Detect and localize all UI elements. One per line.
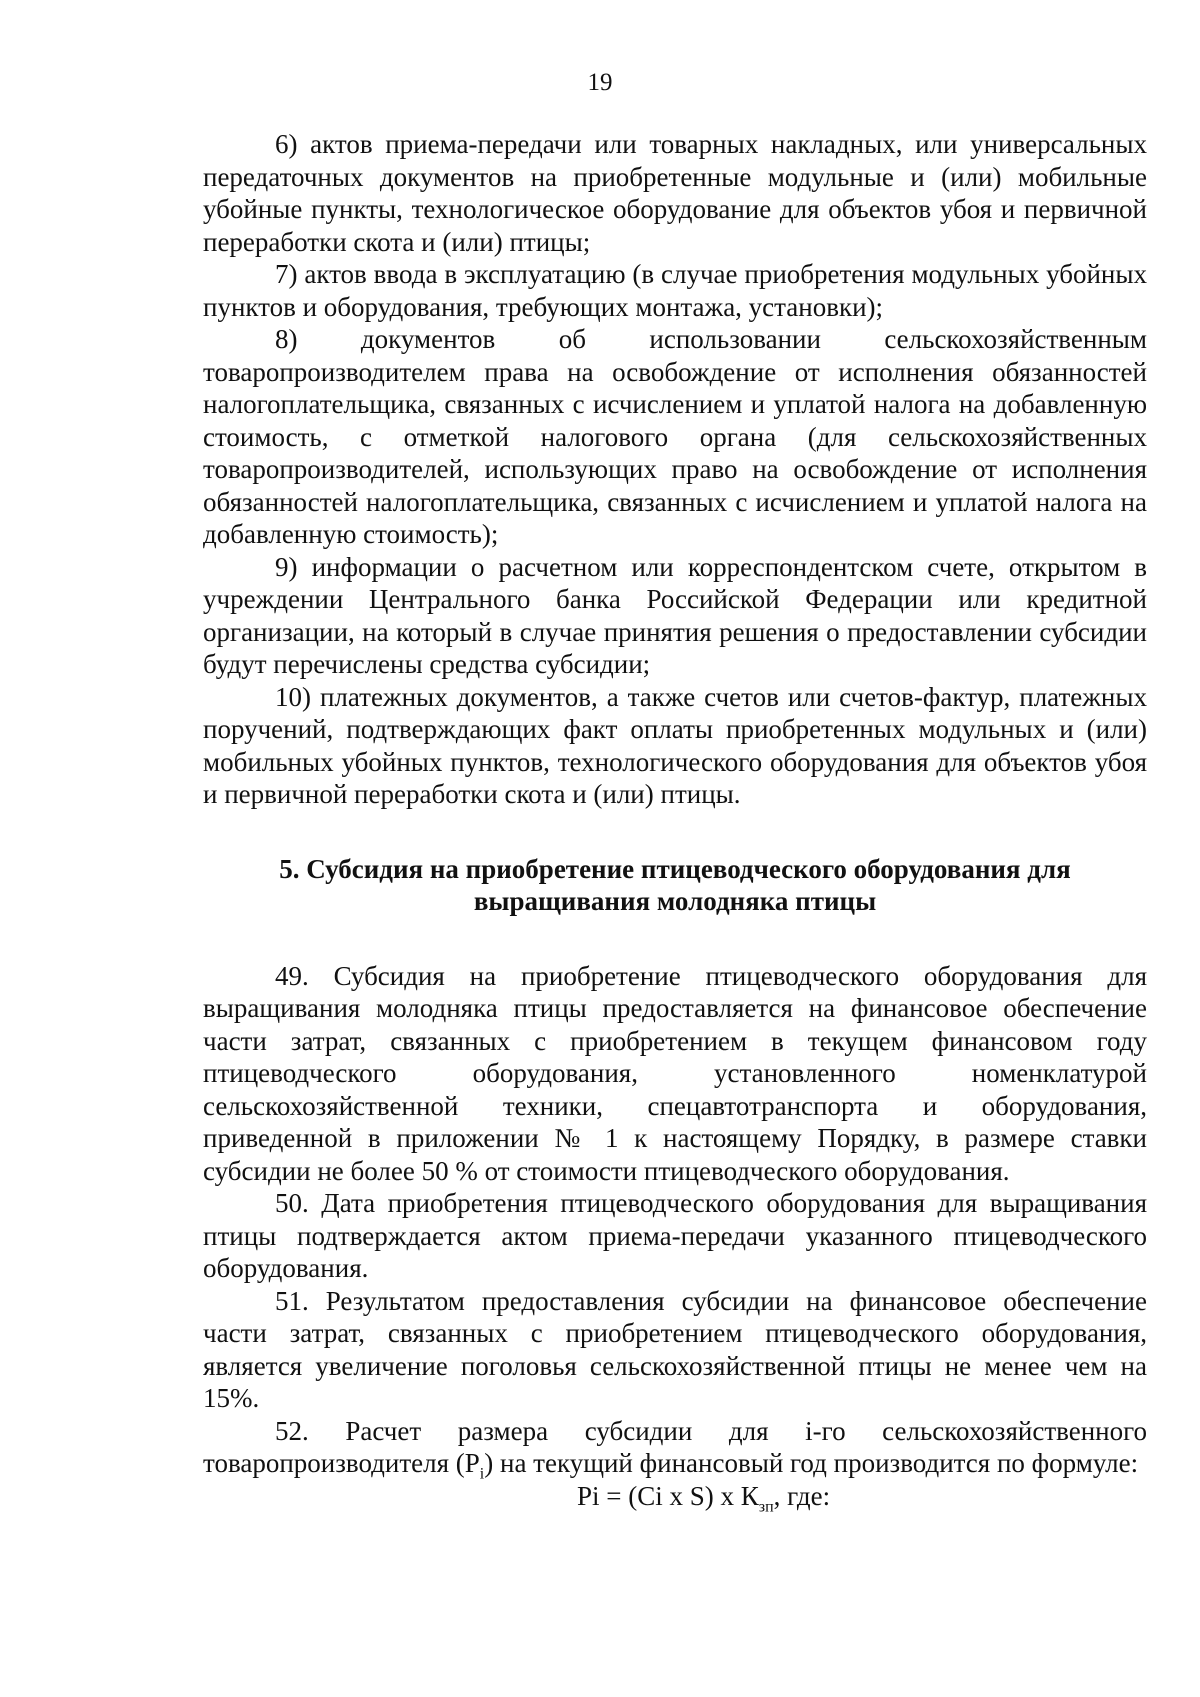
subsidy-formula [203, 1480, 1147, 1513]
formula-tail: , где: [773, 1480, 831, 1511]
paragraph-item-10: 10) платежных документов, а также счетов или счетов-фактур, платежных поручений, подтверждающих факт оплаты приобретенных модульных и (или) мобильных убойных пунктов, технологического оборудования для объектов убоя и первичной переработки скота и (или) птицы. [203, 681, 1147, 809]
paragraph-52 [203, 1415, 1147, 1483]
paragraph-49: 49. Субсидия на приобретение птицеводческого оборудования для выращивания молодняка птицы предоставляется на финансовое обеспечение части затрат, связанных с приобретением в текущем финансовом году птицеводческого оборудования, установленного номенклатурой сельскохозяйственной техники, спецавтотранспорта и оборудования, приведенной в приложении № 1 к настоящему Порядку, в размере ставки субсидии не более 50 % от стоимости птицеводческого оборудования. [203, 960, 1147, 1186]
paragraph-52-subscript: i [479, 1465, 485, 1483]
page-number: 19 [587, 69, 613, 96]
paragraph-50: 50. Дата приобретения птицеводческого оборудования для выращивания птицы подтверждается актом приема-передачи указанного птицеводческого оборудования. [203, 1188, 1147, 1283]
paragraph-51: 51. Результатом предоставления субсидии на финансовое обеспечение части затрат, связанных с приобретением птицеводческого оборудования, является увеличение поголовья сельскохозяйственной птицы не менее чем на 15%. [203, 1285, 1147, 1413]
formula-main: Pi = (Ci x S) x К [577, 1480, 759, 1511]
paragraph-item-8: 8) документов об использовании сельскохозяйственным товаропроизводителем права на освобождение от исполнения обязанностей налогоплательщика, связанных с исчислением и уплатой налога на добавленную стоимость, с отметкой налогового органа (для сельскохозяйственных товаропроизводителей, использующих право на освобождение от исполнения обязанностей налогоплательщика, связанных с исчислением и уплатой налога на добавленную стоимость); [203, 324, 1147, 549]
section-heading-line-2: выращивания молодняка птицы [473, 886, 877, 916]
paragraph-item-7: 7) актов ввода в эксплуатацию (в случае приобретения модульных убойных пунктов и оборудования, требующих монтажа, установки); [203, 259, 1147, 322]
paragraph-52-text-start: 52. Расчет размера субсидии для i-го сельскохозяйственного товаропроизводителя (P [203, 1415, 1147, 1478]
paragraph-item-6: 6) актов приема-передачи или товарных накладных, или универсальных передаточных документов на приобретенные модульные и (или) мобильные убойные пункты, технологическое оборудование для объектов убоя и первичной переработки скота и (или) птицы; [203, 129, 1147, 257]
formula-subscript: зп [758, 1497, 774, 1515]
paragraph-52-text-end: ) на текущий финансовый год производится по формуле: [484, 1448, 1139, 1478]
document-body [203, 128, 1147, 1515]
section-heading-line-1: 5. Субсидия на приобретение птицеводческого оборудования для [279, 853, 1071, 884]
section-heading [203, 853, 1147, 918]
paragraph-item-9: 9) информации о расчетном или корреспондентском счете, открытом в учреждении Центрального банка Российской Федерации или кредитной организации, на который в случае принятия решения о предоставлении субсидии будут перечислены средства субсидии; [203, 551, 1147, 679]
